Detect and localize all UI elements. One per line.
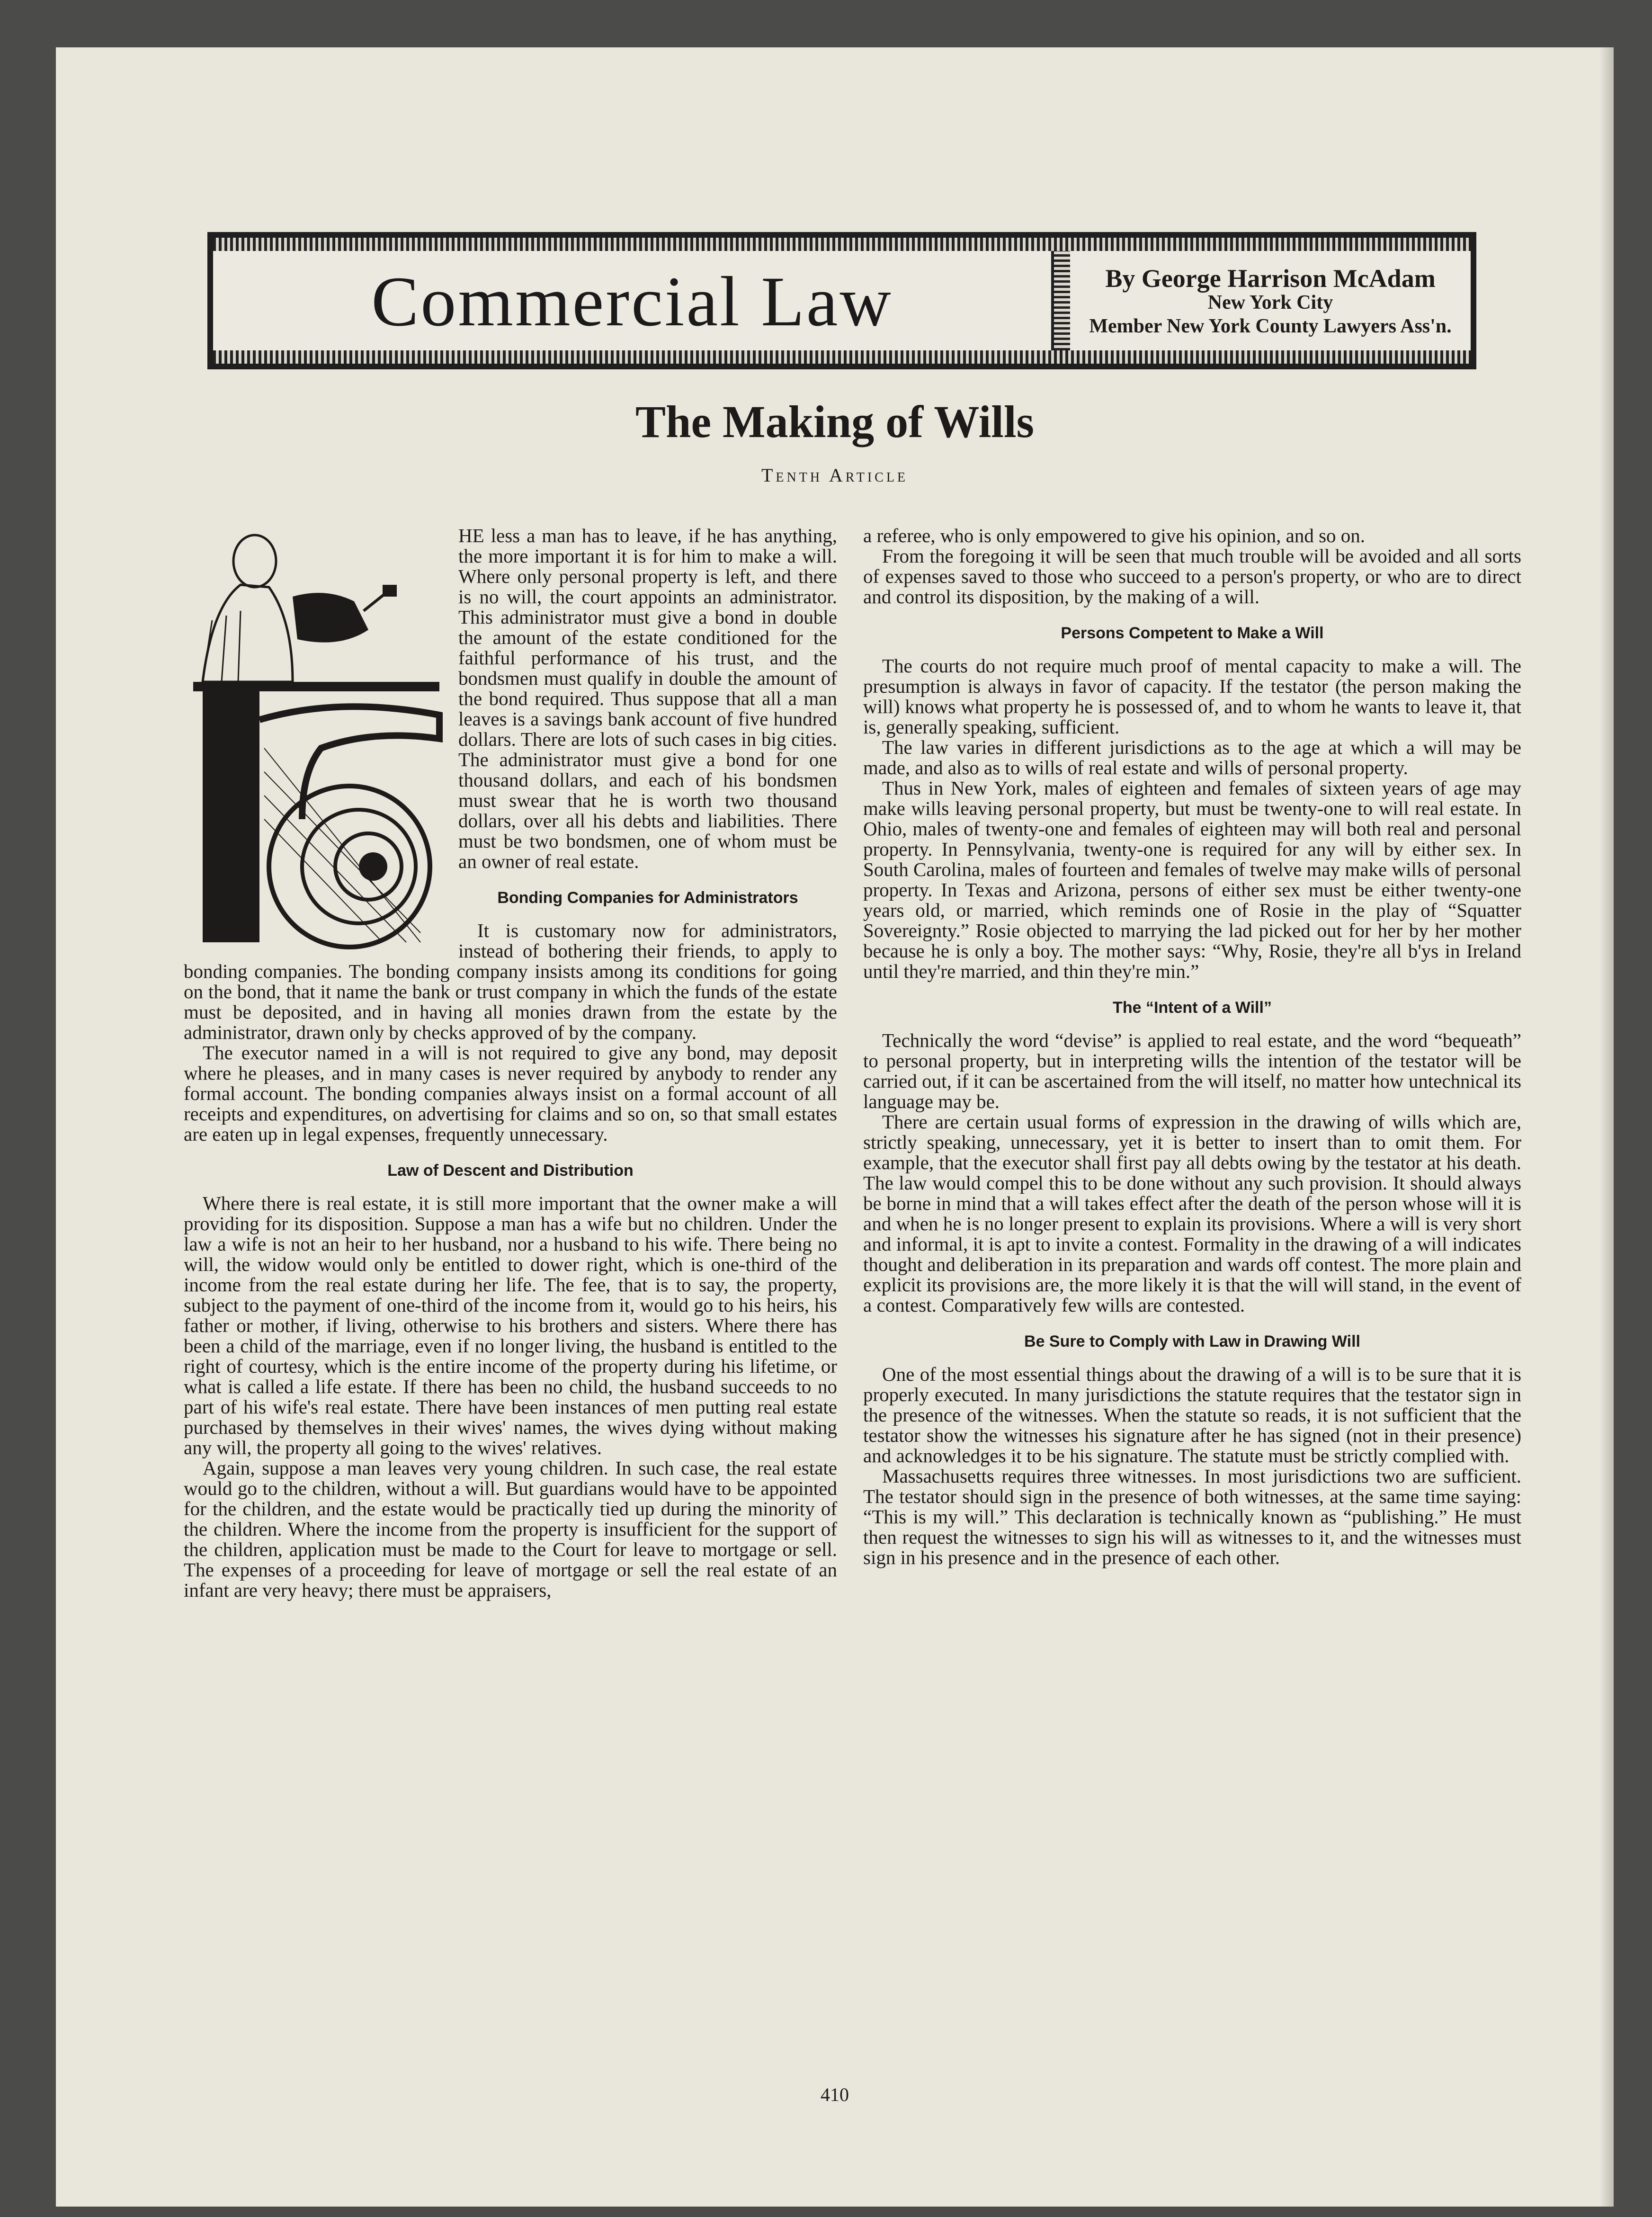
paragraph: The executor named in a will is not required to give any bond, may deposit where he pleases, and in many cases is never required by anybody to render any formal account. The bonding companies always insist on a formal account of all receipts and expenditures, on advertising for claims and so on, so that small estates are eaten up in legal expenses, frequently unnecessary.: [184, 1042, 837, 1145]
section-heading: Law of Descent and Distribution: [387, 1162, 634, 1180]
byline-city: New York City: [1207, 292, 1333, 313]
byline: [1070, 266, 1471, 338]
paragraph: The law varies in different jurisdictions as to the age at which a will may be made, and also as to wills of real estate and wills of personal property.: [863, 736, 1521, 778]
page-edge-shadow: [1599, 47, 1614, 2207]
left-column: [184, 526, 837, 1600]
page-number: 410: [821, 2084, 849, 2105]
byline-author: By George Harrison McAdam: [1105, 264, 1436, 293]
masthead-ornamental-border-bottom: [213, 350, 1471, 364]
right-sections: [863, 623, 1521, 1568]
masthead-ornamental-border-top: [213, 238, 1471, 251]
paragraph: HE less a man has to leave, if he has anything, the more important it is for him to make a will. Where only personal property is left, and there is no will, the court appoints an administrator. This administrator must give a bond in double the amount of the estate conditioned for the faithful performance of his trust, and the bondsmen must qualify in double the amount of the bond required. Thus suppose that all a man leaves is a savings bank account of five hundred dollars. There are lots of such cases in big cities. The administrator must give a bond for one thousand dollars, and each of his bondsmen must swear that he is worth two thousand dollars, over all his debts and liabilities. There must be two bondsmen, one of whom must be an owner of real estate.: [458, 525, 837, 872]
paragraph: There are certain usual forms of expression in the drawing of wills which are, strictly speaking, unnecessary, yet it is better to insert than to omit them. For example, that the executor shall first pay all debts owing by the testator at his death. The law would compel this to be done without any such provision. It should always be borne in mind that a will takes effect after the death of the person whose will it is and when he is no longer present to explain its provisions. Where a will is very short and informal, it is apt to invite a contest. Formality in the drawing of a will indicates thought and deliberation in its preparation and wards off contest. The more plain and explicit its provisions are, the more likely it is that the will will stand, in the event of a contest. Comparatively few wills are contested.: [863, 1111, 1521, 1316]
section-masthead: [207, 232, 1476, 369]
paragraph: Technically the word “devise” is applied to real estate, and the word “bequeath” to personal property, but in interpreting wills the intention of the testator will be carried out, if it can be ascertained from the will itself, no matter how untechnical its language may be.: [863, 1029, 1521, 1112]
paragraph: From the foregoing it will be seen that much trouble will be avoided and all sorts of expenses saved to those who succeed to a person's property, or who are to direct and control its disposition, by the making of a will.: [863, 545, 1521, 608]
article-subtitle: Tenth Article: [761, 465, 909, 486]
section-heading: The “Intent of a Will”: [1113, 999, 1272, 1017]
masthead-divider: [1051, 251, 1070, 350]
right-opening-text: [863, 526, 1521, 607]
right-column: [863, 526, 1521, 1568]
section-heading: Bonding Companies for Administrators: [497, 889, 798, 907]
section-heading: Be Sure to Comply with Law in Drawing Will: [1024, 1332, 1360, 1350]
paragraph: One of the most essential things about the drawing of a will is to be sure that it is properly executed. In many jurisdictions the statute requires that the testator sign in the presence of the witnesses. When the statute so reads, it is not sufficient that the testator show the witnesses his signature after he has signed (not in their presence) and acknowledges it to be his signature. The statute must be strictly complied with.: [863, 1363, 1521, 1466]
left-sections: [184, 888, 837, 1600]
article-title: The Making of Wills: [635, 396, 1034, 447]
paragraph: Where there is real estate, it is still more important that the owner make a will providing for its disposition. Suppose a man has a wife but no children. Under the law a wife is not an heir to her husband, nor a husband to his wife. There being no will, the widow would only be entitled to dower right, which is one-third of the income from the real estate during her life. The fee, that is to say, the property, subject to the payment of one-third of the income from it, would go to his heirs, his father or mother, if living, otherwise to his brothers and sisters. Where there has been a child of the marriage, even if no longer living, the husband is entitled to the right of courtesy, which is the entire income of the property during his lifetime, or what is called a life estate. If there has been no child, the husband succeeds to no part of his wife's real estate. There have been instances of men putting real estate purchased by themselves in their wives' names, the wives dying without making any will, the property all going to the wives' relatives.: [184, 1192, 837, 1458]
paragraph: Again, suppose a man leaves very young children. In such case, the real estate would go to the children, without a will. But guardians would have to be appointed for the children, and the estate would be practically tied up during the minority of the children. Where the income from the property is insufficient for the support of the children, application must be made to the Court for leave to mortgage or sell. The expenses of a proceeding for leave of mortgage or sell the real estate of an infant are very heavy; there must be appraisers,: [184, 1457, 837, 1601]
section-title: Commercial Law: [371, 262, 893, 341]
illustrated-drop-cap: [184, 526, 449, 952]
section-heading: Persons Competent to Make a Will: [1061, 624, 1324, 642]
magazine-page: [56, 47, 1614, 2207]
paragraph: Massachusetts requires three witnesses. In most jurisdictions two are sufficient. The testator should sign in the presence of both witnesses, at the same time saying: “This is my will.” This declaration is technically known as “publishing.” He must then request the witnesses to sign his will as witnesses to it, and the witnesses must sign in his presence and in the presence of each other.: [863, 1465, 1521, 1568]
byline-affiliation: Member New York County Lawyers Ass'n.: [1089, 315, 1452, 337]
paragraph: Thus in New York, males of eighteen and females of sixteen years of age may make wills leaving personal property, but must be twenty-one to will real estate. In Ohio, males of twenty-one and females of eighteen may will both real and personal property. In Pennsylvania, twenty-one is required for any will by either sex. In South Carolina, males of fourteen and females of twelve may make wills of personal property. In Texas and Arizona, persons of either sex must be either twenty-one years old, or married, which reminds one of Rosie in the play of “Squatter Sovereignty.” Rosie objected to marrying the lad picked out for her by her mother because he is only a boy. The mother says: “Why, Rosie, they're all b'ys in Ireland until they're married, and thin they're min.”: [863, 777, 1521, 982]
paragraph: The courts do not require much proof of mental capacity to make a will. The presumption is always in favor of capacity. If the testator (the person making the will) knows what property he is possessed of, and to whom he wants to leave it, that is, generally speaking, sufficient.: [863, 655, 1521, 738]
paragraph: It is customary now for administrators, instead of bothering their friends, to apply to bonding companies. The bonding company insists among its conditions for going on the bond, that it name the bank or trust company in which the funds of the estate must be deposited, and in having all monies drawn from the estate by the administrator, drawn only by checks approved of by the company.: [184, 920, 837, 1043]
paragraph: a referee, who is only empowered to give his opinion, and so on.: [863, 525, 1366, 546]
speaker-at-podium-illustration: [184, 526, 449, 952]
